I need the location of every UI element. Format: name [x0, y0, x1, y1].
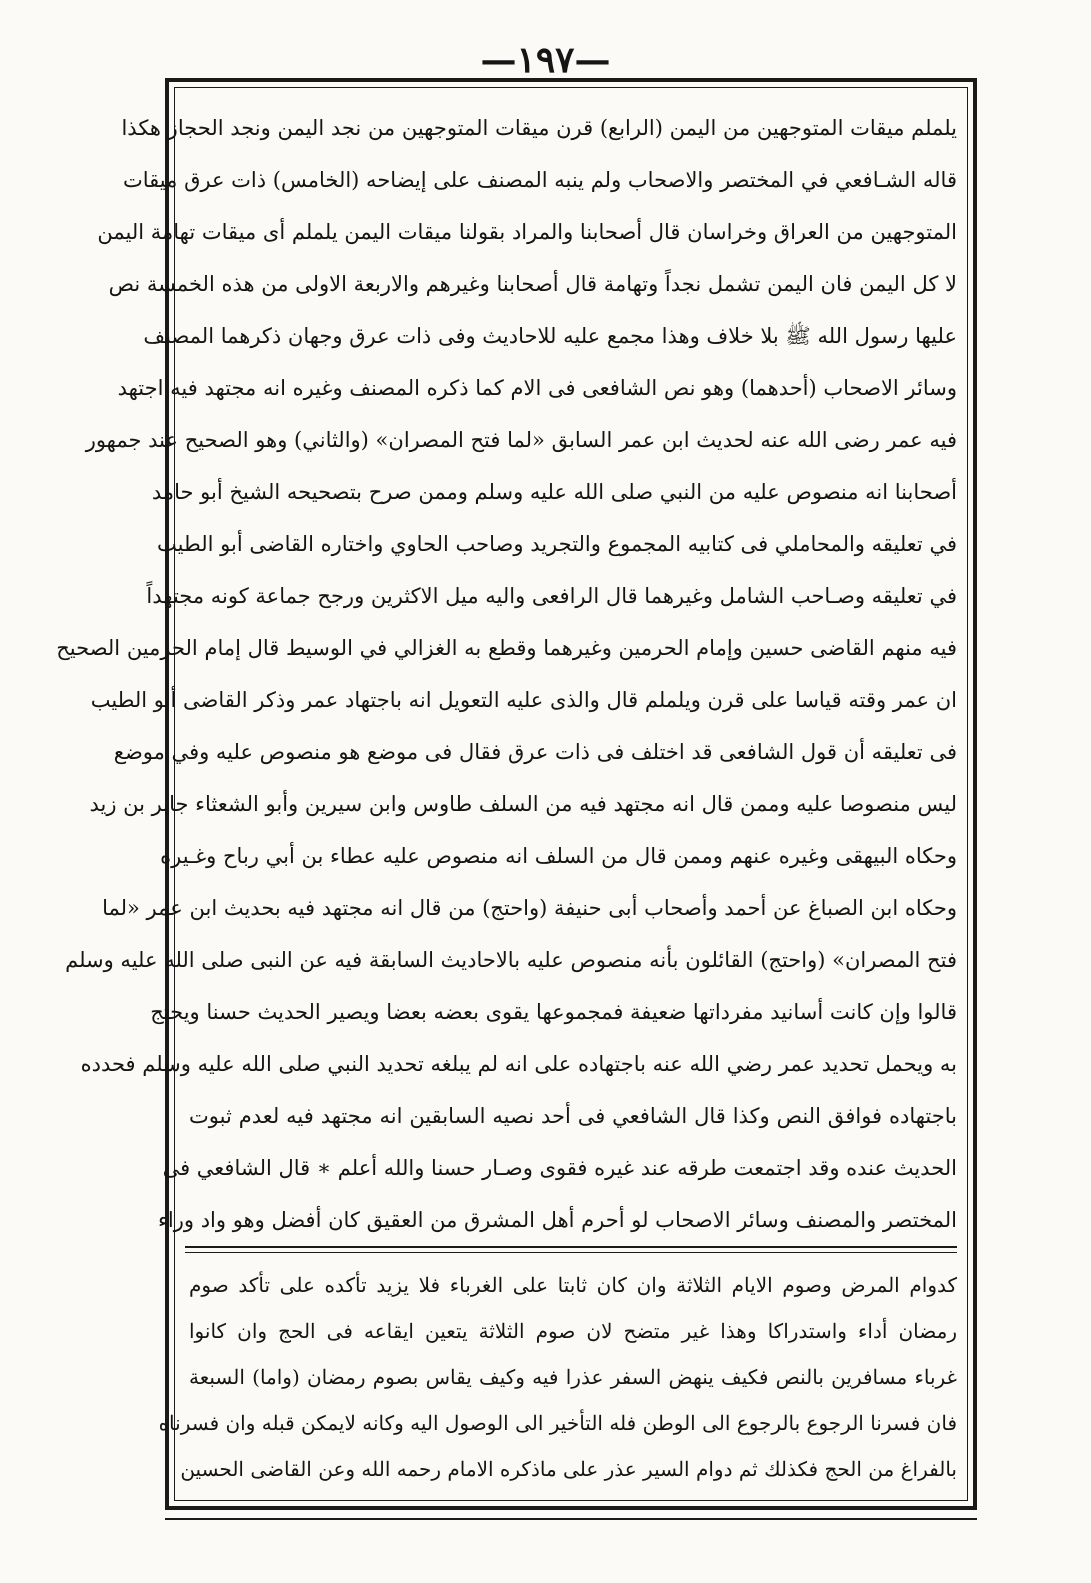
main-text-line: المتوجهين من العراق وخراسان قال أصحابنا والمراد بقولنا ميقات اليمن يلملم أى ميقات تهامة اليمن	[97, 220, 957, 244]
footnote-separator	[185, 1246, 957, 1253]
main-text-line: قاله الشـافعي في المختصر والاصحاب ولم ينبه المصنف على إيضاحه (الخامس) ذات عرق ميقات	[123, 168, 957, 192]
main-text-line: فتح المصران» (واحتج) القائلون بأنه منصوص عليه بالاحاديث السابقة فيه عن النبى صلى الله عليه وسلم	[65, 948, 957, 972]
main-text-line: المختصر والمصنف وسائر الاصحاب لو أحرم أهل المشرق من العقيق كان أفضل وهو واد وراء	[158, 1208, 957, 1232]
main-text-line: أصحابنا انه منصوص عليه من النبي صلى الله عليه وسلم وممن صرح بتصحيحه الشيخ أبو حامد	[151, 480, 957, 504]
main-text	[56, 102, 957, 1246]
main-text-line: فيه عمر رضى الله عنه لحديث ابن عمر السابق «لما فتح المصران» (والثاني) وهو الصحيح عند جمهور	[85, 428, 957, 452]
main-text-line: وحكاه ابن الصباغ عن أحمد وأصحاب أبى حنيفة (واحتج) من قال انه مجتهد فيه بحديث ابن عمر «لما	[102, 896, 957, 920]
main-text-line: قالوا وإن كانت أسانيد مفرداتها ضعيفة فمجموعها يقوى بعضه بعضا ويصير الحديث حسنا ويحتج	[150, 1000, 957, 1024]
footnote-line: كدوام المرض وصوم الايام الثلاثة وان كان ثابتا على الغرباء فلا يزيد تأكده على تأكد صوم	[189, 1273, 957, 1297]
bottom-rule	[165, 1518, 977, 1520]
main-text-line: عليها رسول الله ﷺ بلا خلاف وهذا مجمع عليه للاحاديث وفى ذات عرق وجهان ذكرهما المصنف	[143, 324, 957, 348]
main-text-line: في تعليقه وصـاحب الشامل وغيرهما قال الرافعى واليه ميل الاكثرين ورجح جماعة كونه مجتهداً	[146, 584, 957, 608]
page-frame	[56, 78, 977, 1510]
footnote-line: رمضان أداء واستدراكا وهذا غير متضح لان صوم الثلاثة يتعين ايقاعه فى الحج وان كانوا	[189, 1319, 957, 1343]
main-text-line: لا كل اليمن فان اليمن تشمل نجداً وتهامة قال أصحابنا وغيرهم والاربعة الاولى من هذه الخمسة نص	[108, 272, 957, 296]
page-number: —١٩٧—	[480, 39, 611, 81]
main-text-line: وسائر الاصحاب (أحدهما) وهو نص الشافعى فى الام كما ذكره المصنف وغيره انه مجتهد فيه اجتهد	[117, 376, 957, 400]
footnote-line: فان فسرنا الرجوع بالرجوع الى الوطن فله التأخير الى الوصول اليه وكانه لايمكن قبله وان فسرناه	[158, 1411, 957, 1435]
main-text-line: فيه منهم القاضى حسين وإمام الحرمين وغيرهما وقطع به الغزالي في الوسيط قال إمام الحرمين الصحيح	[56, 636, 957, 660]
main-text-line: باجتهاده فوافق النص وكذا قال الشافعي فى أحد نصيه السابقين انه مجتهد فيه لعدم ثبوت	[189, 1104, 957, 1128]
main-text-line: فى تعليقه أن قول الشافعى قد اختلف فى ذات عرق فقال فى موضع هو منصوص عليه وفي موضع	[113, 740, 957, 764]
main-text-line: يلملم ميقات المتوجهين من اليمن (الرابع) قرن ميقات المتوجهين من نجد اليمن ونجد الحجاز هكذا	[121, 116, 957, 140]
main-text-line: في تعليقه والمحاملي فى كتابيه المجموع والتجريد وصاحب الحاوي واختاره القاضى أبو الطيب	[157, 532, 957, 556]
main-text-line: ليس منصوصا عليه وممن قال انه مجتهد فيه من السلف طاوس وابن سيرين وأبو الشعثاء جابر بن زيد	[89, 792, 957, 816]
footnote-line: غرباء مسافرين بالنص فكيف ينهض السفر عذرا فيه وكيف يقاس بصوم رمضان (واما) السبعة	[189, 1365, 958, 1389]
footnote	[158, 1262, 958, 1492]
main-text-line: ان عمر وقته قياسا على قرن ويلملم قال والذى عليه التعويل انه باجتهاد عمر وذكر القاضى أبو الطيب	[90, 688, 957, 712]
footnote-line: بالفراغ من الحج فكذلك ثم دوام السير عذر على ماذكره الامام رحمه الله وعن القاضى الحسين	[180, 1457, 957, 1481]
main-text-line: به ويحمل تحديد عمر رضي الله عنه باجتهاده على انه لم يبلغه تحديد النبي صلى الله عليه وسلم فحدده	[80, 1052, 957, 1076]
main-text-line: وحكاه البيهقى وغيره عنهم وممن قال من السلف انه منصوص عليه عطاء بن أبي رباح وغـيره	[160, 844, 957, 868]
main-text-line: الحديث عنده وقد اجتمعت طرقه عند غيره فقوى وصـار حسنا والله أعلم ∗ قال الشافعي فى	[162, 1156, 957, 1180]
